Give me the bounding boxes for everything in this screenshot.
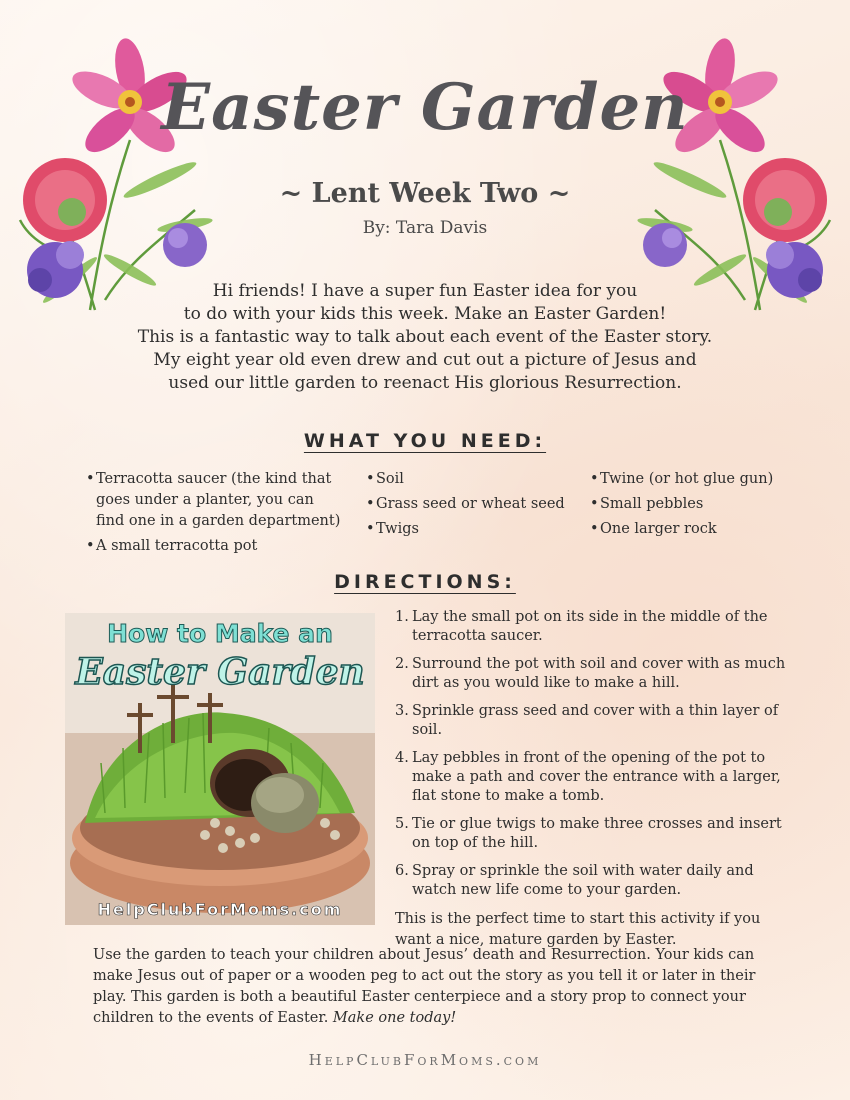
step-number: 1. [395,609,409,625]
supplies-column-3 [590,469,790,544]
direction-step [395,749,790,806]
page-subtitle: ~ Lent Week Two ~ [279,178,571,209]
step-text: Tie or glue twigs to make three crosses and insert on top of the hill. [412,816,782,851]
step-number: 5. [395,816,409,832]
purple-flower-icon [27,241,84,298]
supply-item: • Twine (or hot glue gun) [590,469,790,490]
intro-paragraph [100,280,750,395]
direction-step [395,702,790,740]
supply-item: • Small pebbles [590,494,790,515]
intro-line: Hi friends! I have a super fun Easter idea for you [212,281,638,301]
step-text: Lay the small pot on its side in the middle of the terracotta saucer. [412,609,768,644]
supply-item: • A small terracotta pot [86,536,346,557]
what-you-need-heading: WHAT YOU NEED: [303,430,547,452]
step-number: 4. [395,750,409,766]
step-number: 2. [395,656,409,672]
supply-item: • One larger rock [590,519,790,540]
photo-title-line2: Easter Garden [75,651,365,693]
photo-watermark: HelpClubForMoms.com [97,900,343,919]
direction-step [395,862,790,900]
supplies-column-2 [366,469,576,544]
step-number: 6. [395,863,409,879]
closing-text: Use the garden to teach your children about Jesus’ death and Resurrection. Your kids can make Jesus out of paper or a wooden peg to act out the story as you tell it or later in their play. This garden is both a beautiful Easter centerpiece and a story prop to connect your children to the events of Easter. [93,947,756,1026]
timing-note: This is the perfect time to start this activity if you want a nice, mature garden by Easter. [395,911,761,948]
supply-item: • Soil [366,469,576,490]
intro-line: This is a fantastic way to talk about each event of the Easter story. [137,327,713,347]
directions-list [395,608,790,951]
supply-item: • Grass seed or wheat seed [366,494,576,515]
intro-line: My eight year old even drew and cut out a picture of Jesus and [153,350,697,370]
directions-heading: DIRECTIONS: [334,571,516,593]
step-number: 3. [395,703,409,719]
step-text: Lay pebbles in front of the opening of the pot to make a path and cover the entrance with a larger, flat stone to make a tomb. [412,750,781,804]
supply-item: • Terracotta saucer (the kind that goes under a planter, you can find one in a garden department) [86,469,346,532]
intro-line: to do with your kids this week. Make an Easter Garden! [183,304,667,324]
page-title: Easter Garden [161,70,689,145]
direction-step [395,815,790,853]
closing-paragraph [93,945,773,1029]
step-text: Spray or sprinkle the soil with water daily and watch new life come to your garden. [412,863,754,898]
intro-line: used our little garden to reenact His glorious Resurrection. [168,373,682,393]
supplies-column-1 [86,469,346,561]
step-text: Sprinkle grass seed and cover with a thin layer of soil. [412,703,779,738]
direction-step [395,655,790,693]
closing-call-to-action: Make one today! [332,1010,457,1026]
direction-step [395,608,790,646]
easter-garden-photo [65,613,375,925]
supply-item: • Twigs [366,519,576,540]
site-footer: HelpClubForMoms.com [308,1051,542,1069]
author-byline: By: Tara Davis [362,218,488,238]
step-text: Surround the pot with soil and cover with as much dirt as you would like to make a hill. [412,656,786,691]
photo-title-line1: How to Make an [107,619,333,648]
